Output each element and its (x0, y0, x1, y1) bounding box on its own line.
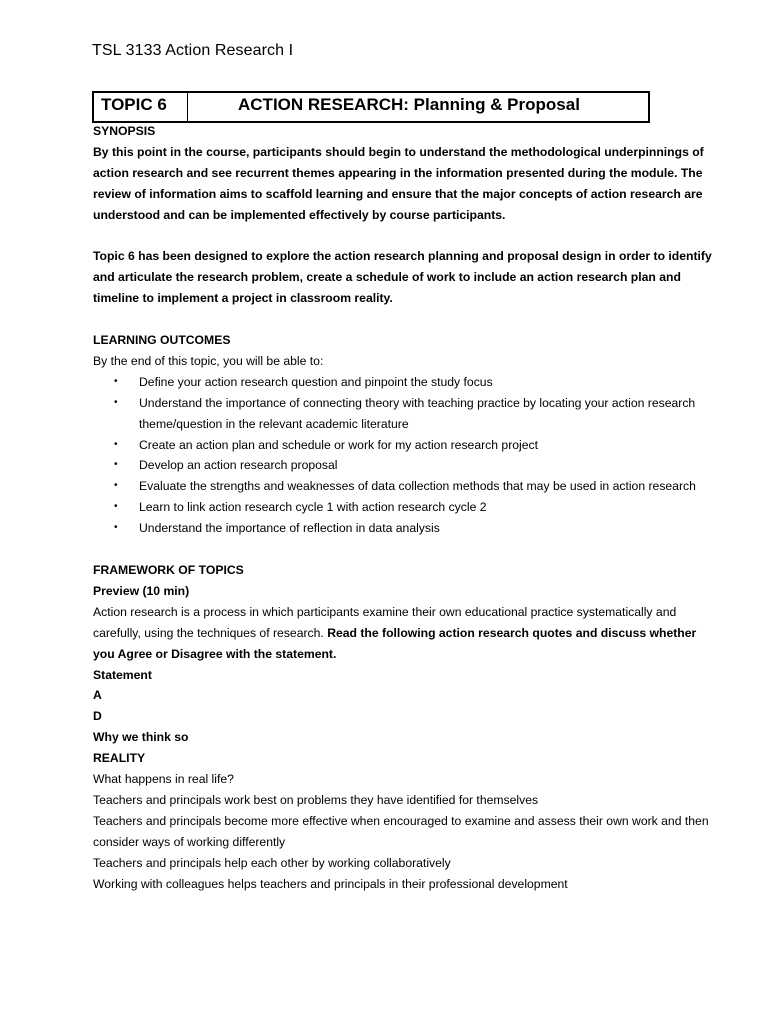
synopsis-heading: SYNOPSIS (93, 124, 156, 138)
learning-outcomes-heading: LEARNING OUTCOMES (93, 333, 231, 348)
reality-question: What happens in real life? (93, 772, 234, 787)
document-body (93, 121, 713, 894)
synopsis-paragraph-1: By this point in the course, participants should begin to understand the methodological underpinnings of action research and see recurrent themes appearing in the information presented during the module. The review of information aims to scaffold learning and ensure that the major concepts of action research are understood and can be implemented effectively by course participants. (93, 144, 704, 222)
list-item: • Learn to link action research cycle 1 with action research cycle 2 (93, 497, 713, 518)
list-item: • Evaluate the strengths and weaknesses of data collection methods that may be used in action research (93, 476, 713, 497)
bullet-icon: • (114, 459, 118, 471)
statement-row: Teachers and principals become more effective when encouraged to examine and assess their own work and then consider ways of working differently (93, 813, 709, 849)
bullet-icon: • (114, 480, 118, 492)
topic-title-main: ACTION RESEARCH (238, 95, 404, 114)
synopsis-paragraph-2: Topic 6 has been designed to explore the action research planning and proposal design in order to identify and articulate the research problem, create a schedule of work to include an action research plan and timeline to implement a project in classroom reality. (93, 249, 712, 306)
learning-outcomes-list (93, 372, 713, 539)
bullet-icon: • (114, 438, 118, 450)
reality-heading: REALITY (93, 751, 146, 766)
list-item: • Define your action research question and pinpoint the study focus (93, 372, 713, 393)
course-header: TSL 3133 Action Research I (92, 42, 294, 59)
topic-number: TOPIC 6 (94, 93, 188, 121)
bullet-icon: • (114, 522, 118, 534)
statement-row: Teachers and principals work best on problems they have identified for themselves (93, 792, 539, 807)
list-item: • Develop an action research proposal (93, 455, 713, 476)
framework-intro: Action research is a process in which participants examine their own educational practice systematically and carefully, using the techniques of research. Read the following action research quotes and discuss whether you Agree or Disagree with the statement. (93, 604, 697, 661)
bullet-icon: • (114, 501, 118, 513)
framework-heading: FRAMEWORK OF TOPICS (93, 562, 244, 577)
statement-column-label: Statement (93, 667, 152, 682)
statement-row: Teachers and principals help each other by working collaboratively (93, 855, 451, 870)
disagree-column-label: D (93, 709, 102, 724)
bullet-icon: • (114, 375, 118, 387)
list-item: • Create an action plan and schedule or work for my action research project (93, 435, 713, 456)
why-column-label: Why we think so (93, 730, 189, 745)
topic-title (188, 93, 648, 121)
bullet-icon: • (114, 396, 118, 408)
topic-title-rest: : Planning & Proposal (403, 95, 580, 114)
list-item: • Understand the importance of connecting theory with teaching practice by locating your action research theme/question in the relevant academic literature (93, 393, 713, 435)
agree-column-label: A (93, 688, 102, 703)
learning-outcomes-intro: By the end of this topic, you will be able to: (93, 353, 324, 368)
list-item: • Understand the importance of reflection in data analysis (93, 518, 713, 539)
preview-heading: Preview (10 min) (93, 583, 190, 598)
statement-row: Working with colleagues helps teachers and principals in their professional development (93, 876, 568, 891)
topic-title-box (92, 91, 650, 123)
